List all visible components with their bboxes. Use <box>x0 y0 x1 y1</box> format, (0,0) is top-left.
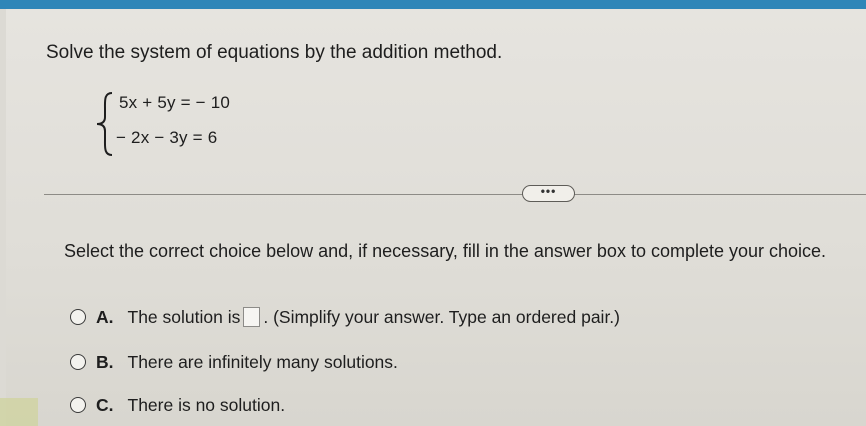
question-panel <box>6 9 866 426</box>
equation-system <box>94 89 294 159</box>
section-divider <box>44 194 866 195</box>
left-brace-icon <box>94 89 116 159</box>
choice-c[interactable] <box>70 393 285 417</box>
more-options-button[interactable]: ••• <box>522 185 575 202</box>
top-bar <box>0 0 866 9</box>
choice-a[interactable] <box>70 305 620 329</box>
choice-a-text-before: The solution is <box>127 306 241 327</box>
question-text: Solve the system of equations by the addition method. <box>46 42 503 63</box>
choice-a-radio[interactable] <box>70 309 86 325</box>
choice-b[interactable] <box>70 350 398 374</box>
choice-b-letter: B. <box>96 351 114 372</box>
choice-a-letter: A. <box>96 306 114 327</box>
choice-a-text-after: . (Simplify your answer. Type an ordered pair.) <box>263 306 620 327</box>
choice-c-text: There is no solution. <box>127 394 286 415</box>
choice-c-letter: C. <box>96 394 114 415</box>
equation-1: 5x + 5y = − 10 <box>119 93 231 112</box>
choice-c-radio[interactable] <box>70 397 86 413</box>
answer-input-box[interactable] <box>243 307 260 327</box>
equation-2: − 2x − 3y = 6 <box>116 128 218 147</box>
choice-b-text: There are infinitely many solutions. <box>127 351 398 372</box>
choice-b-radio[interactable] <box>70 354 86 370</box>
corner-highlight <box>0 398 38 426</box>
instruction-text: Select the correct choice below and, if necessary, fill in the answer box to complete your choice. <box>64 241 827 261</box>
